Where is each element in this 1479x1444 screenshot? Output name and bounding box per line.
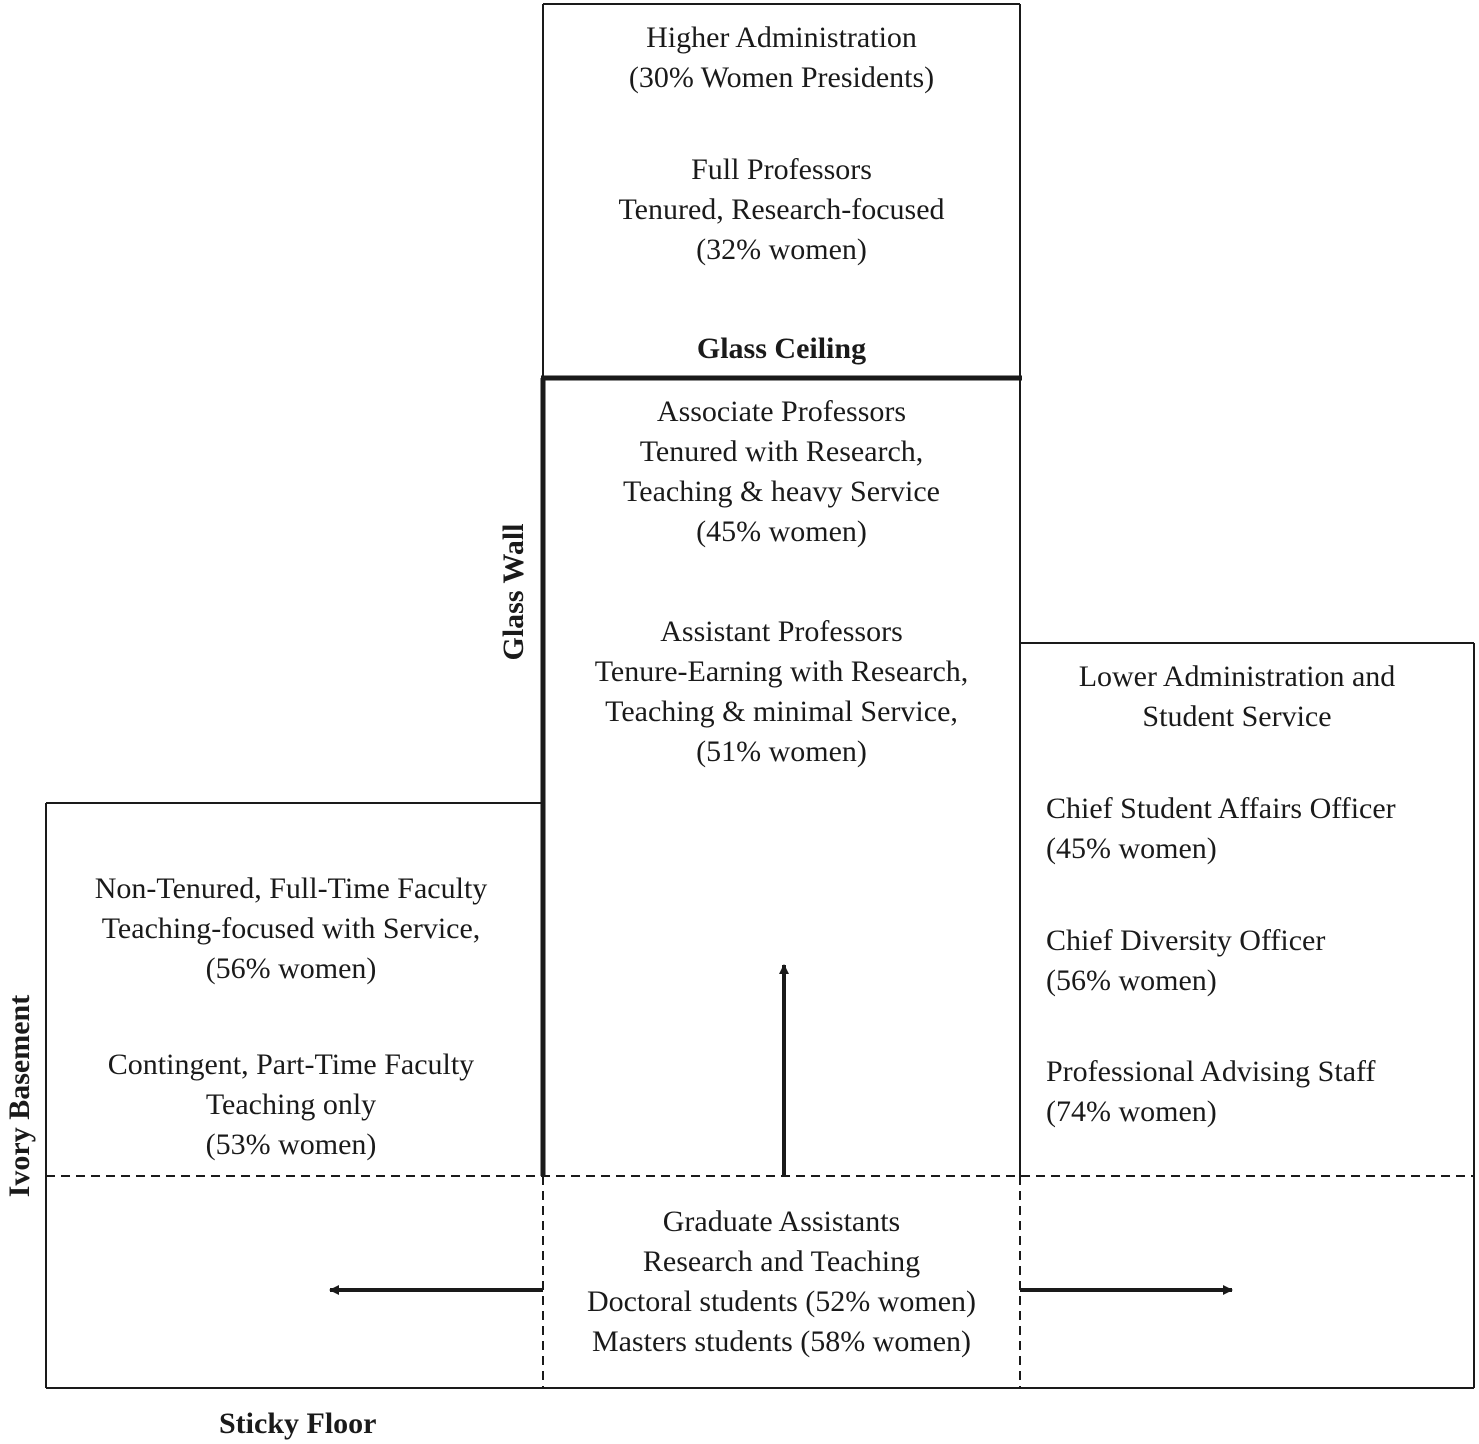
chief-diversity-block [1046,921,1325,1001]
non-tenured-block [46,869,536,989]
non-tenured-desc: Teaching-focused with Service, [101,912,481,945]
associate-professors-desc-2: Teaching & heavy Service [623,475,940,508]
associate-professors-block [543,392,1020,552]
contingent-stat: (53% women) [205,1128,377,1161]
chief-diversity-title: Chief Diversity Officer [1046,924,1326,957]
higher-administration-title: Higher Administration [646,21,917,54]
non-tenured-title: Non-Tenured, Full-Time Faculty [94,872,488,905]
ivory-basement-label: Ivory Basement [3,994,36,1198]
associate-professors-desc-1: Tenured with Research, [639,435,924,468]
assistant-professors-title: Assistant Professors [660,615,903,648]
lower-administration-title-2: Student Service [1142,700,1332,733]
lower-administration-block [1020,657,1454,737]
chief-student-affairs-block [1046,789,1396,869]
chief-student-affairs-stat: (45% women) [1046,832,1217,865]
full-professors-title: Full Professors [691,153,872,186]
associate-professors-stat: (45% women) [696,515,867,548]
contingent-desc: Teaching only [205,1088,377,1121]
graduate-assistants-desc: Research and Teaching [642,1245,921,1278]
full-professors-stat: (32% women) [696,233,867,266]
advising-staff-title: Professional Advising Staff [1046,1055,1376,1088]
sticky-floor-label: Sticky Floor [219,1407,377,1440]
full-professors-block [543,150,1020,270]
associate-professors-title: Associate Professors [656,395,907,428]
contingent-title: Contingent, Part-Time Faculty [107,1048,475,1081]
masters-students-stat: Masters students (58% women) [591,1325,972,1358]
chief-student-affairs-title: Chief Student Affairs Officer [1046,792,1396,825]
assistant-professors-stat: (51% women) [696,735,867,768]
full-professors-desc: Tenured, Research-focused [618,193,945,226]
higher-administration-stat: (30% Women Presidents) [628,61,935,94]
assistant-professors-block [543,612,1020,772]
lower-administration-title-1: Lower Administration and [1078,660,1396,693]
advising-staff-stat: (74% women) [1046,1095,1217,1128]
graduate-assistants-title: Graduate Assistants [662,1205,901,1238]
higher-administration-block [543,18,1020,98]
graduate-assistants-block [543,1202,1020,1362]
non-tenured-stat: (56% women) [205,952,377,985]
assistant-professors-desc-1: Tenure-Earning with Research, [594,655,969,688]
glass-ceiling-label: Glass Ceiling [696,332,867,365]
assistant-professors-desc-2: Teaching & minimal Service, [605,695,958,728]
advising-staff-block [1046,1052,1375,1132]
glass-wall-label: Glass Wall [497,523,530,661]
doctoral-students-stat: Doctoral students (52% women) [586,1285,977,1318]
chief-diversity-stat: (56% women) [1046,964,1217,997]
contingent-block [46,1045,536,1165]
